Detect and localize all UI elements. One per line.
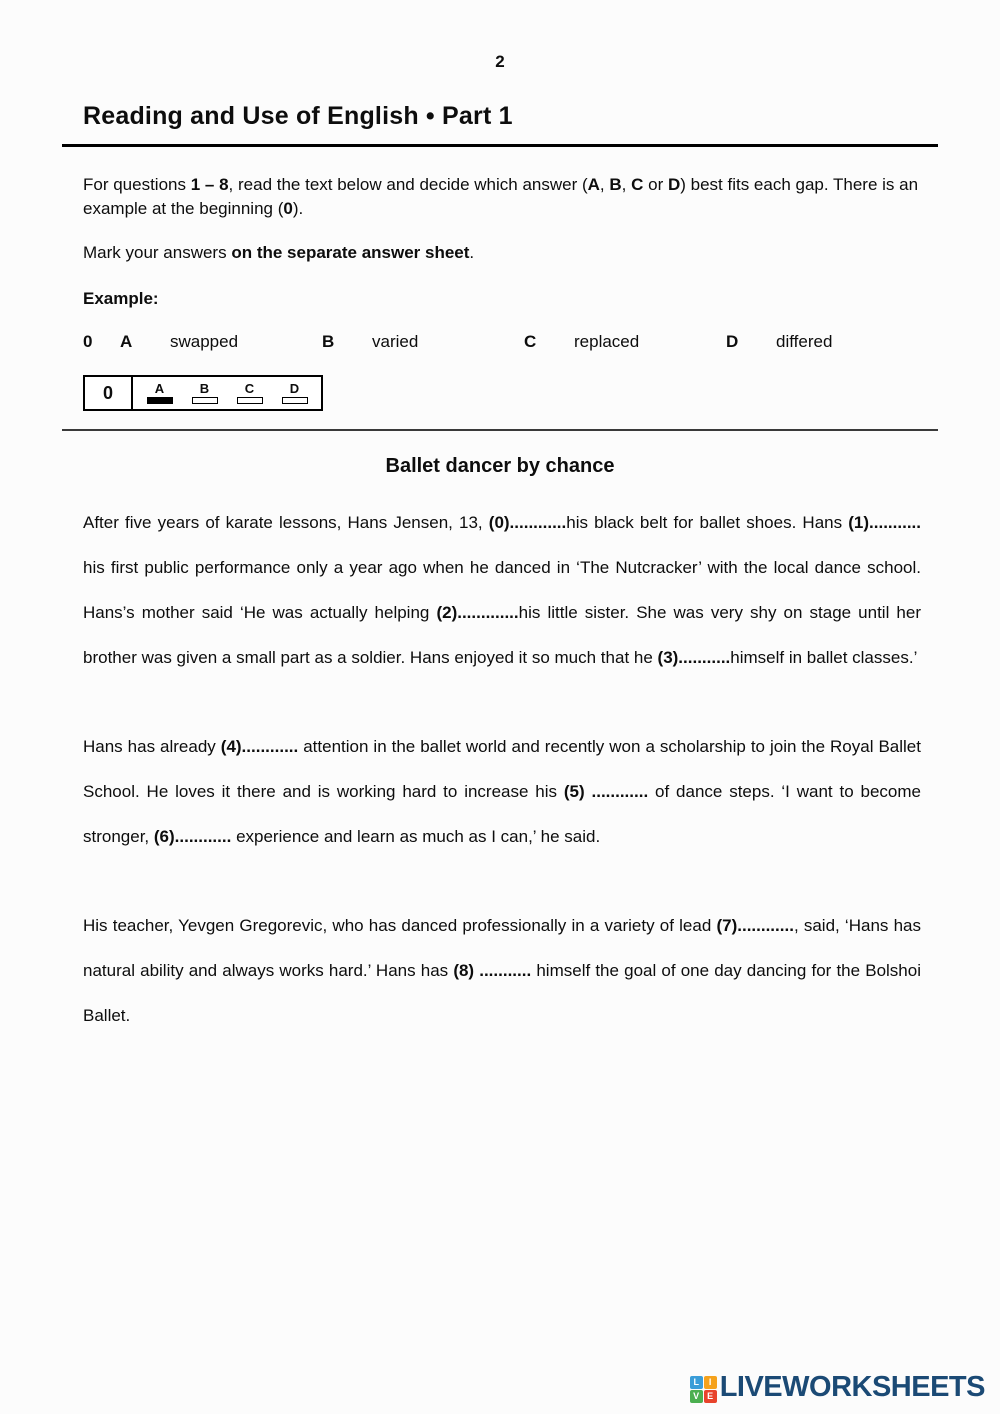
option-c-word: replaced (574, 332, 640, 351)
option-d (726, 332, 832, 352)
option-b-letter: B (322, 332, 335, 351)
logo-tile-e: E (704, 1390, 717, 1403)
answer-box-number: 0 (85, 377, 133, 409)
title-rule (62, 144, 938, 147)
section-title: Reading and Use of English • Part 1 (83, 102, 513, 130)
answer-box-choices (133, 377, 321, 409)
option-b-word: varied (372, 332, 419, 351)
answer-choice-d (282, 382, 308, 404)
answer-choice-d-bar[interactable] (282, 397, 308, 404)
option-a-letter: A (120, 332, 133, 351)
example-options-row (83, 332, 921, 352)
answer-choice-a-letter: A (154, 381, 165, 396)
logo-tile-i: I (704, 1376, 717, 1389)
answer-choice-b-letter: B (199, 381, 210, 396)
passage-title: Ballet dancer by chance (385, 455, 615, 477)
page-number: 2 (495, 52, 505, 71)
passage-paragraph-3: His teacher, Yevgen Gregorevic, who has danced professionally in a variety of lead (7)............, said, ‘Hans has natural ability and always works hard.’ Hans has (8) ........... himself the goal of one day dancing for the Bolshoi Ballet. (83, 916, 921, 1025)
option-c-letter: C (524, 332, 537, 351)
liveworksheets-logo (690, 1371, 985, 1404)
logo-tile-l: L (690, 1376, 703, 1389)
logo-tile-v: V (690, 1390, 703, 1403)
page-content (0, 102, 1000, 1038)
answer-choice-b-bar[interactable] (192, 397, 218, 404)
answer-choice-a-bar[interactable] (147, 397, 173, 404)
option-a-word: swapped (170, 332, 239, 351)
option-a (120, 332, 322, 352)
example-question-number: 0 (83, 332, 93, 351)
example-label: Example: (83, 289, 159, 308)
passage-paragraph-2: Hans has already (4)............ attention in the ballet world and recently won a scholarship to join the Royal Ballet School. He loves it there and is working hard to increase his (5) ............ of dance steps. ‘I want to become stronger, (6)............ experience and learn as much as I can,’ he said. (83, 737, 921, 846)
answer-choice-d-letter: D (289, 381, 300, 396)
answer-choice-a (147, 382, 173, 404)
instructions-paragraph-1: For questions 1 – 8, read the text below and decide which answer (A, B, C or D) best fits each gap. There is an example at the beginning (0). (83, 175, 919, 218)
instructions-paragraph-2: Mark your answers on the separate answer sheet. (83, 243, 475, 262)
answer-choice-b (192, 382, 218, 404)
liveworksheets-tiles-icon (690, 1376, 717, 1403)
answer-choice-c-letter: C (244, 381, 255, 396)
answer-choice-c (237, 382, 263, 404)
option-c (524, 332, 726, 352)
passage-paragraph-1: After five years of karate lessons, Hans Jensen, 13, (0)............his black belt for ballet shoes. Hans (1)........... his first public performance only a year ago when he danced in ‘The Nutcracker’ with the local dance school. Hans’s mother said ‘He was actually helping (2).............his little sister. She was very shy on stage until her brother was given a small part as a soldier. Hans enjoyed it so much that he (3)...........himself in ballet classes.’ (83, 513, 921, 667)
option-d-word: differed (776, 332, 833, 351)
example-answer-box (83, 375, 323, 411)
liveworksheets-wordmark: LIVEWORKSHEETS (719, 1371, 985, 1403)
option-b (322, 332, 524, 352)
section-divider (62, 429, 938, 431)
answer-choice-c-bar[interactable] (237, 397, 263, 404)
option-d-letter: D (726, 332, 739, 351)
